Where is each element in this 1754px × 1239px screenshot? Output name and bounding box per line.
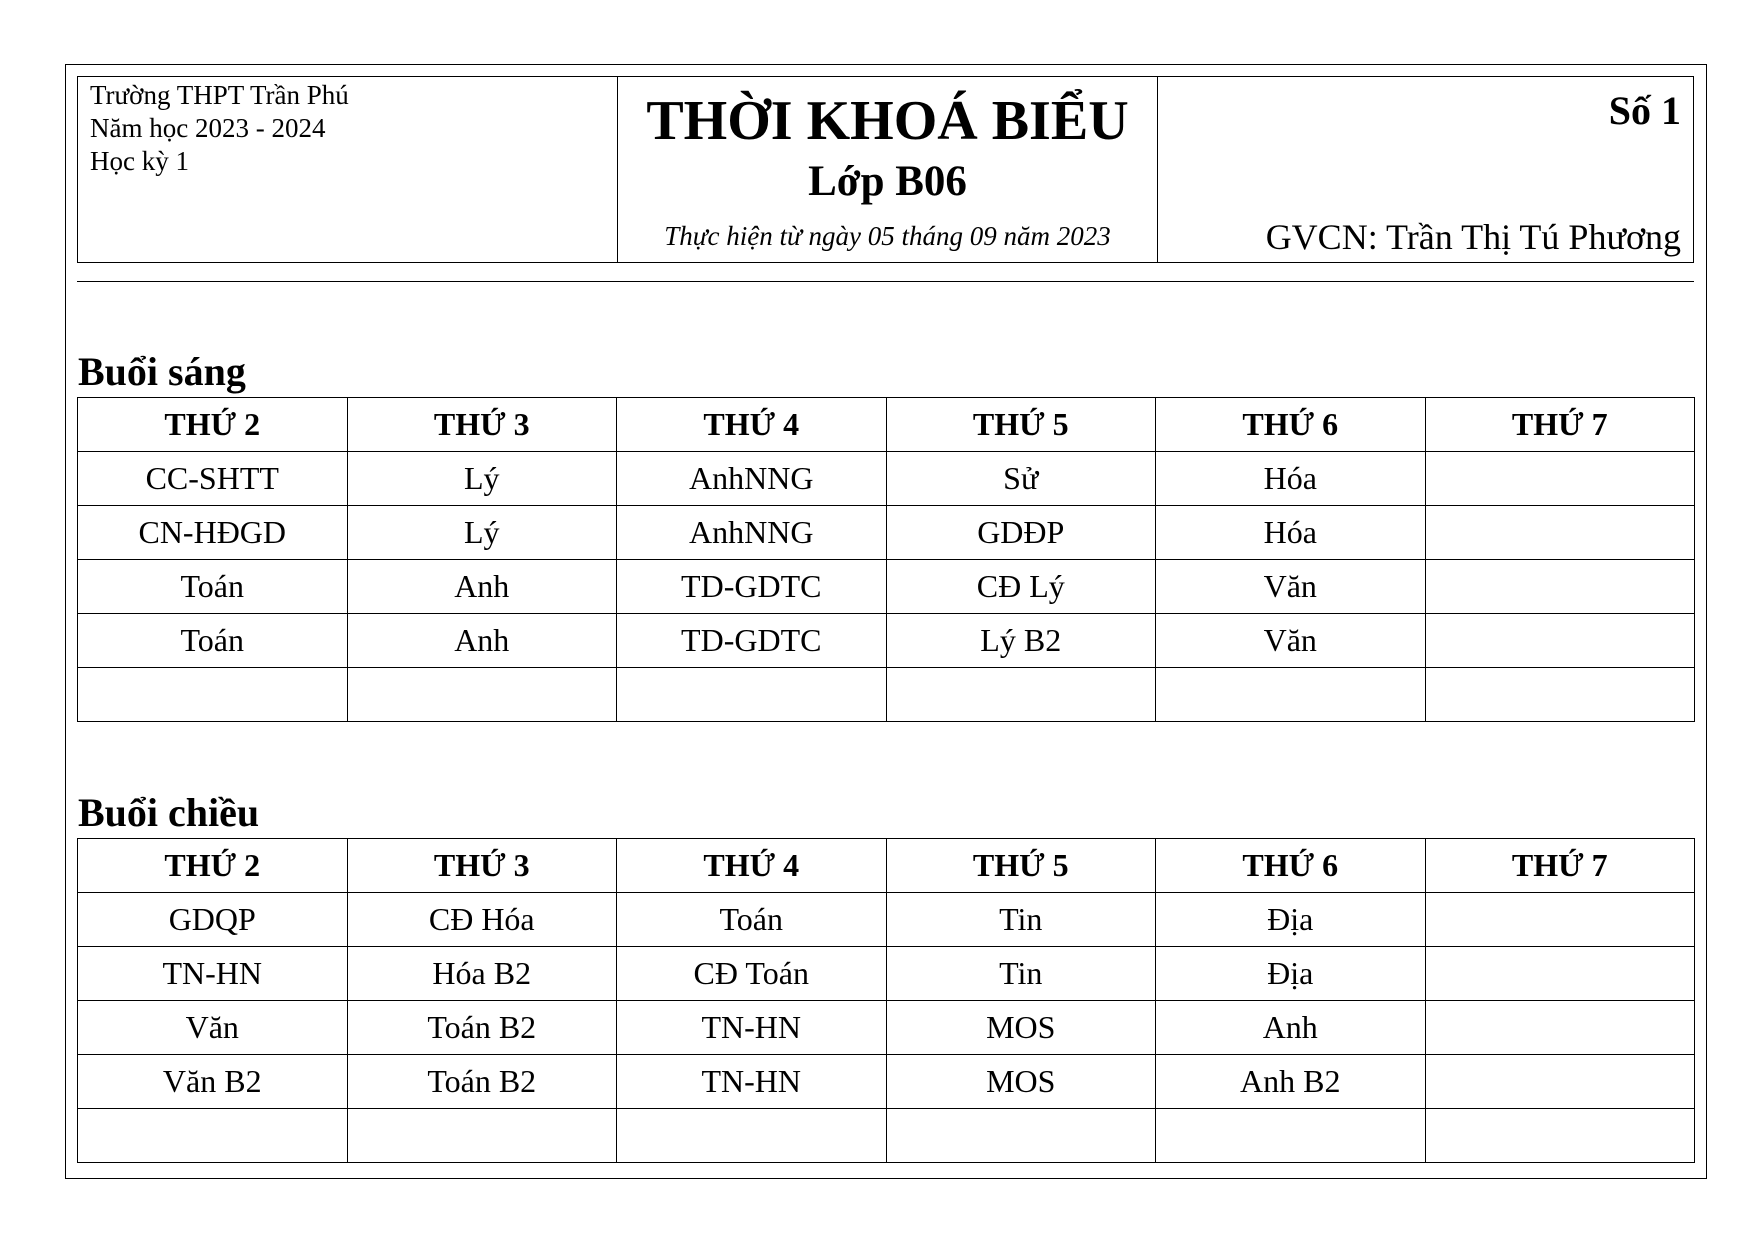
subject-cell: Toán [617,893,887,947]
period-row [78,1001,1695,1055]
subject-cell: CĐ Toán [617,947,887,1001]
subject-cell: Anh B2 [1156,1055,1426,1109]
subject-cell: Tin [886,893,1156,947]
subject-cell: AnhNNG [617,506,887,560]
subject-cell: Anh [347,614,617,668]
subject-cell: CC-SHTT [78,452,348,506]
subject-cell [1156,668,1426,722]
subject-cell [1425,614,1695,668]
subject-cell: Toán B2 [347,1055,617,1109]
title-block [618,77,1158,262]
day-header: THỨ 6 [1156,398,1426,452]
subject-cell: Anh [1156,1001,1426,1055]
period-row [78,614,1695,668]
document-number: Số 1 [1608,88,1681,133]
subject-cell: Địa [1156,947,1426,1001]
subject-cell: Sử [886,452,1156,506]
subject-cell: Văn [1156,614,1426,668]
subject-cell: Anh [347,560,617,614]
morning-timetable [77,397,1695,722]
subject-cell [1425,1055,1695,1109]
day-header: THỨ 4 [617,839,887,893]
subject-cell [1425,1109,1695,1163]
day-header: THỨ 3 [347,839,617,893]
class-name: Lớp B06 [808,158,967,205]
subject-cell: CĐ Lý [886,560,1156,614]
subject-cell [886,668,1156,722]
page-title: THỜI KHOÁ BIỂU [646,90,1129,152]
effective-date: Thực hiện từ ngày 05 tháng 09 năm 2023 [664,221,1111,251]
period-row [78,452,1695,506]
day-header: THỨ 4 [617,398,887,452]
period-row [78,1109,1695,1163]
header-divider [77,281,1694,282]
subject-cell: Văn B2 [78,1055,348,1109]
document-info [1158,77,1693,262]
afternoon-section-title: Buổi chiều [78,790,260,835]
day-header: THỨ 6 [1156,839,1426,893]
day-header: THỨ 2 [78,839,348,893]
subject-cell: CĐ Hóa [347,893,617,947]
subject-cell [1425,560,1695,614]
day-header: THỨ 3 [347,398,617,452]
subject-cell [886,1109,1156,1163]
subject-cell: MOS [886,1055,1156,1109]
subject-cell: TN-HN [617,1055,887,1109]
subject-cell: Toán [78,560,348,614]
subject-cell: Địa [1156,893,1426,947]
subject-cell: TN-HN [78,947,348,1001]
subject-cell: CN-HĐGD [78,506,348,560]
subject-cell [617,1109,887,1163]
day-header: THỨ 5 [886,839,1156,893]
subject-cell: Lý [347,506,617,560]
subject-cell [1156,1109,1426,1163]
timetable-header [77,76,1694,263]
period-row [78,947,1695,1001]
subject-cell: MOS [886,1001,1156,1055]
subject-cell [78,1109,348,1163]
subject-cell: Hóa [1156,452,1426,506]
subject-cell [1425,668,1695,722]
subject-cell: Văn [1156,560,1426,614]
subject-cell: AnhNNG [617,452,887,506]
day-header: THỨ 5 [886,398,1156,452]
day-header: THỨ 2 [78,398,348,452]
subject-cell: Tin [886,947,1156,1001]
day-header-row [78,839,1695,893]
period-row [78,668,1695,722]
subject-cell: Toán [78,614,348,668]
day-header: THỨ 7 [1425,839,1695,893]
subject-cell [1425,1001,1695,1055]
semester: Học kỳ 1 [90,146,189,176]
subject-cell [347,668,617,722]
subject-cell: Toán B2 [347,1001,617,1055]
subject-cell: TN-HN [617,1001,887,1055]
subject-cell: TD-GDTC [617,614,887,668]
afternoon-timetable [77,838,1695,1163]
day-header-row [78,398,1695,452]
day-header: THỨ 7 [1425,398,1695,452]
subject-cell [1425,893,1695,947]
subject-cell: GDĐP [886,506,1156,560]
subject-cell [617,668,887,722]
school-year: Năm học 2023 - 2024 [90,113,326,143]
subject-cell: Lý [347,452,617,506]
subject-cell: Lý B2 [886,614,1156,668]
subject-cell [347,1109,617,1163]
subject-cell [1425,947,1695,1001]
subject-cell: Hóa B2 [347,947,617,1001]
subject-cell [78,668,348,722]
morning-section-title: Buổi sáng [78,349,246,394]
subject-cell: TD-GDTC [617,560,887,614]
period-row [78,506,1695,560]
period-row [78,560,1695,614]
period-row [78,893,1695,947]
school-name: Trường THPT Trần Phú [90,80,349,110]
subject-cell: GDQP [78,893,348,947]
period-row [78,1055,1695,1109]
subject-cell [1425,452,1695,506]
subject-cell [1425,506,1695,560]
subject-cell: Hóa [1156,506,1426,560]
school-info [78,77,618,262]
subject-cell: Văn [78,1001,348,1055]
homeroom-teacher: GVCN: Trần Thị Tú Phương [1265,217,1681,257]
